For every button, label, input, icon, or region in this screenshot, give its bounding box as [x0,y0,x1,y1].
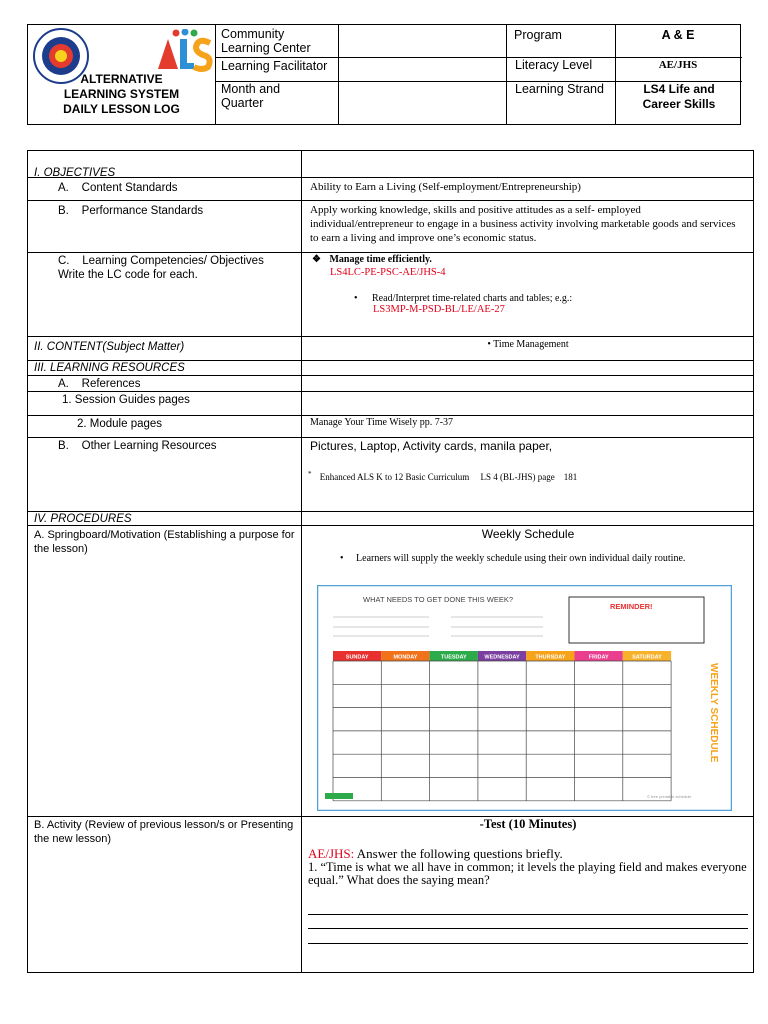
performance-standards-label: B. Performance Standards [58,205,204,217]
competency-code-2: LS3MP-M-PSD-BL/LE/AE-27 [373,304,505,315]
day-label-friday: FRIDAY [588,654,609,661]
program-label: Program [514,28,562,42]
day-label-sunday: SUNDAY [345,654,369,661]
als-logo-icon [154,29,214,75]
bullet-icon: • [340,553,344,564]
springboard-bullet: • Learners will supply the weekly schedule using their own individual daily routine. [340,553,686,564]
references-label: A. References [58,378,141,390]
content-value: • Time Management [487,339,569,350]
curriculum-reference: * Enhanced ALS K to 12 Basic Curriculum LS 4 (BL-JHS) page 181 [308,470,578,482]
reminder-label: REMINDER! [610,602,653,611]
activity-label: B. Activity (Review of previous lesson/s or Presenting the new lesson) [34,819,294,845]
strand-value: LS4 Life and Career Skills [642,82,716,111]
lesson-log-table [27,150,754,973]
objectives-heading: I. OBJECTIVES [34,167,116,179]
competency-bullet-1: ❖ Manage time efficiently. [312,254,432,265]
svg-text:© free printable schedule: © free printable schedule [647,794,692,799]
activity-instruction: AE/JHS: Answer the following questions briefly. [308,846,563,861]
day-label-monday: MONDAY [393,654,418,661]
other-resources-value: Pictures, Laptop, Activity cards, manila paper, [310,439,553,453]
weekly-schedule-title: Weekly Schedule [481,527,575,541]
literacy-value: AE/JHS [658,59,698,71]
weekly-schedule-image [317,585,732,811]
resources-heading: III. LEARNING RESOURCES [34,362,185,374]
module-pages-label: 2. Module pages [77,418,163,430]
schedule-question: WHAT NEEDS TO GET DONE THIS WEEK? [363,595,514,604]
header-table [27,24,741,125]
test-title: -Test (10 Minutes) [479,817,577,831]
competency-code-1: LS4LC-PE-PSC-AE/JHS-4 [330,267,446,278]
competency-bullet-2: • Read/Interpret time-related charts and tables; e.g.: [354,293,573,304]
day-label-thursday: THURSDAY [535,654,566,661]
content-standards-value: Ability to Earn a Living (Self-employment/Entrepreneurship) [310,181,581,193]
community-label: Community Learning Center [221,27,311,55]
schedule-side-title: WEEKLY SCHEDULE [708,663,719,763]
session-guides-label: 1. Session Guides pages [62,394,190,406]
question-1: 1. “Time is what we all have in common; it levels the playing field and makes everyone equal.” What does the saying mean? [308,860,747,887]
day-label-saturday: SATURDAY [632,654,662,661]
month-label: Month and Quarter [221,82,281,110]
logo-cell [28,25,216,124]
literacy-label: Literacy Level [515,58,593,72]
day-label-wednesday: WEDNESDAY [484,654,520,661]
content-heading: II. CONTENT(Subject Matter) [34,341,185,353]
day-label-tuesday: TUESDAY [440,654,467,661]
procedures-heading: IV. PROCEDURES [34,513,132,525]
bullet-icon: • [354,293,358,304]
content-standards-label: A. Content Standards [58,182,178,194]
program-value: A & E [661,28,695,42]
competencies-label: C. Learning Competencies/ Objectives Write the LC code for each. [58,255,264,281]
strand-label: Learning Strand [515,82,604,96]
diamond-bullet-icon: ❖ [312,254,321,265]
day-headers [333,651,671,661]
performance-standards-value: Apply working knowledge, skills and positive attitudes as a self- employed individual/entrepreneur to engage in a business activity involving marketable goods and services to earn a living and improve one’s economic status. [310,204,736,244]
springboard-label: A. Springboard/Motivation (Establishing a purpose for the lesson) [34,529,295,555]
module-pages-value: Manage Your Time Wisely pp. 7-37 [310,417,454,428]
facilitator-label: Learning Facilitator [221,59,328,73]
other-resources-label: B. Other Learning Resources [58,440,217,452]
logo-title: ALTERNATIVE LEARNING SYSTEM DAILY LESSON LOG [63,72,180,116]
